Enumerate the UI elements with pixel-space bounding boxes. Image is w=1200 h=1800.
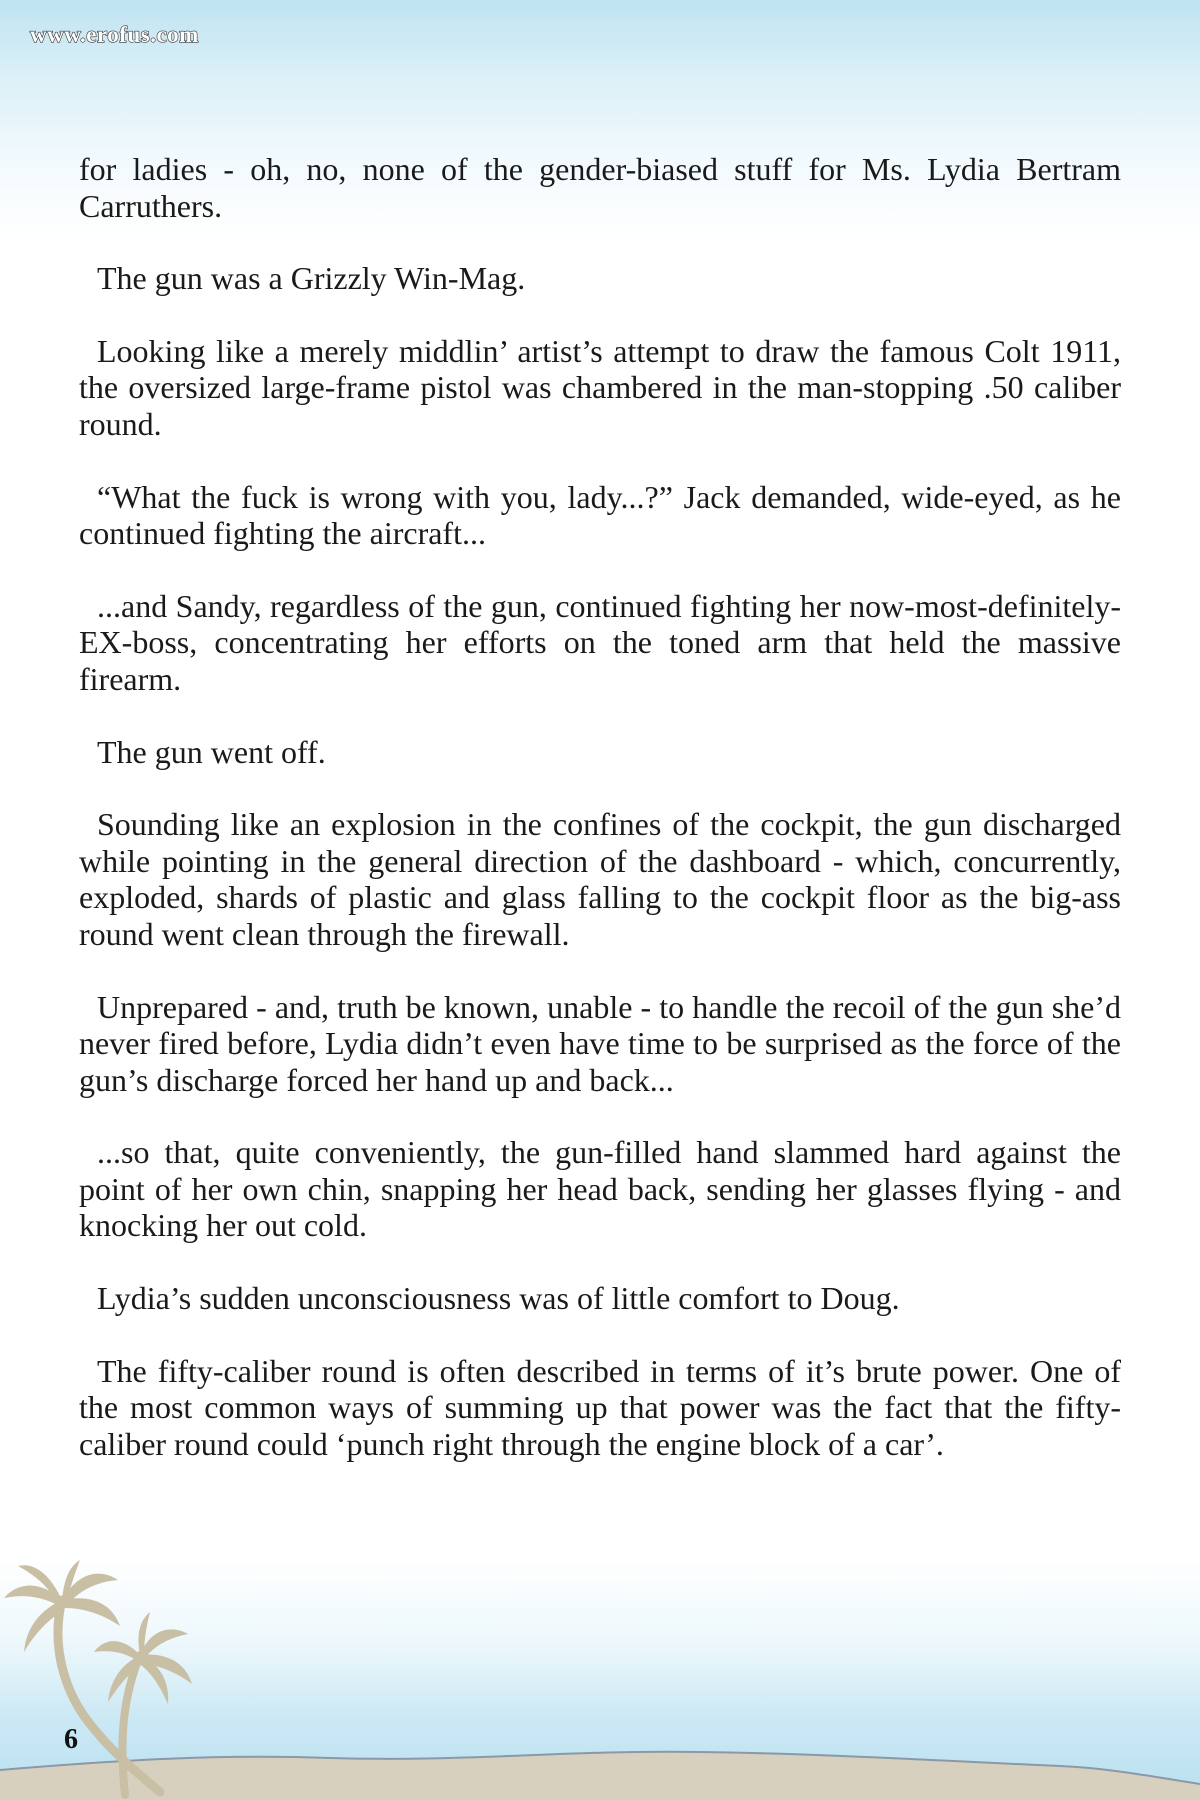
paragraph-5: ...and Sandy, regardless of the gun, continued fighting her now-most-definitely-EX-boss, concentrating her efforts on the toned arm that held the massive firearm. — [79, 587, 1121, 697]
palm-trees-icon — [0, 1560, 230, 1800]
paragraph-8: Unprepared - and, truth be known, unable - to handle the recoil of the gun she’d never fired before, Lydia didn’t even have time to be surprised as the force of the gun’s discharge forced her hand up and back... — [79, 988, 1121, 1098]
paragraph-6: The gun went off. — [97, 733, 326, 770]
paragraph-11: The fifty-caliber round is often described in terms of it’s brute power. One of the most common ways of summing up that power was the fact that the fifty-caliber round could ‘punch right through the engine block of a car’. — [79, 1352, 1121, 1462]
paragraph-10: Lydia’s sudden unconsciousness was of little comfort to Doug. — [97, 1280, 900, 1317]
page-text — [79, 151, 1121, 1498]
paragraph-1: for ladies - oh, no, none of the gender-biased stuff for Ms. Lydia Bertram Carruthers. — [79, 151, 1121, 224]
paragraph-7: Sounding like an explosion in the confines of the cockpit, the gun discharged while pointing in the general direction of the dashboard - which, concurrently, exploded, shards of plastic and glass falling to the cockpit floor as the big-ass round went clean through the firewall. — [79, 806, 1121, 952]
paragraph-4: “What the fuck is wrong with you, lady...?” Jack demanded, wide-eyed, as he continued fighting the aircraft... — [79, 478, 1121, 552]
paragraph-2: The gun was a Grizzly Win-Mag. — [97, 260, 526, 297]
paragraph-9: ...so that, quite conveniently, the gun-filled hand slammed hard against the point of her own chin, snapping her head back, sending her glasses flying - and knocking her out cold. — [79, 1134, 1121, 1244]
watermark: www.erofus.com — [30, 22, 199, 47]
page-number: 6 — [64, 1724, 78, 1755]
paragraph-3: Looking like a merely middlin’ artist’s attempt to draw the famous Colt 1911, the oversized large-frame pistol was chambered in the man-stopping .50 caliber round. — [79, 332, 1121, 442]
